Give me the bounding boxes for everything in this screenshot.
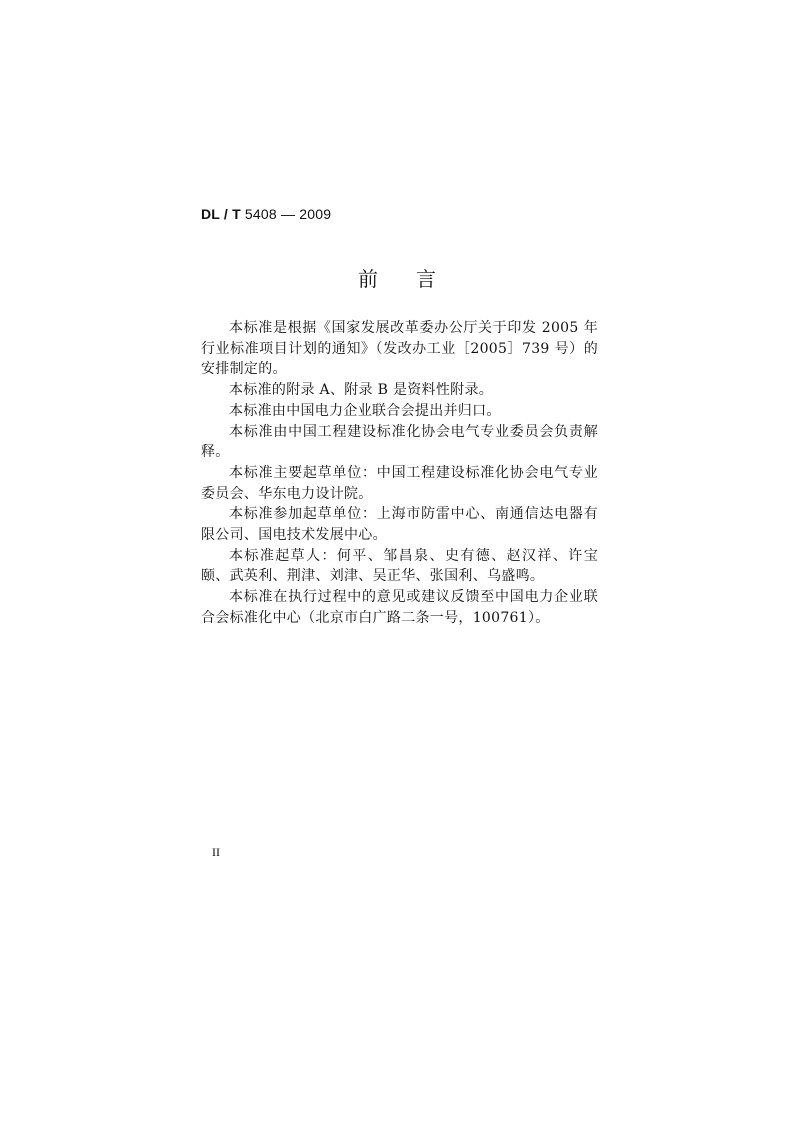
paragraph-feedback: 本标准在执行过程中的意见或建议反馈至中国电力企业联合会标准化中心（北京市白广路二条一号，100761）。 (201, 589, 598, 626)
paragraph-basis: 本标准是根据《国家发展改革委办公厅关于印发 2005 年行业标准项目计划的通知》（发改办工业［2005］739 号）的安排制定的。 (201, 320, 598, 378)
page-number: II (212, 845, 220, 859)
paragraph-interpreter: 本标准由中国工程建设标准化协会电气专业委员会负责解释。 (201, 423, 598, 461)
paragraph-participating-drafters: 本标准参加起草单位：上海市防雷中心、南通信达电器有限公司、国电技术发展中心。 (201, 506, 598, 544)
foreword-body (201, 318, 598, 629)
paragraph-appendix: 本标准的附录 A、附录 B 是资料性附录。 (229, 382, 494, 399)
paragraph-proposer: 本标准由中国电力企业联合会提出并归口。 (229, 402, 501, 419)
standard-code-number: 5408 — 2009 (240, 206, 332, 222)
page-title: 前言 (358, 267, 474, 291)
standard-code-prefix: DL / T (201, 206, 241, 222)
paragraph-main-drafters: 本标准主要起草单位：中国工程建设标准化协会电气专业委员会、华东电力设计院。 (201, 464, 598, 502)
paragraph-authors: 本标准起草人：何平、邹昌泉、史有德、赵汉祥、许宝颐、武英利、荆津、刘津、吴正华、张国利、乌盛鸣。 (201, 547, 598, 585)
standard-code (201, 206, 331, 222)
